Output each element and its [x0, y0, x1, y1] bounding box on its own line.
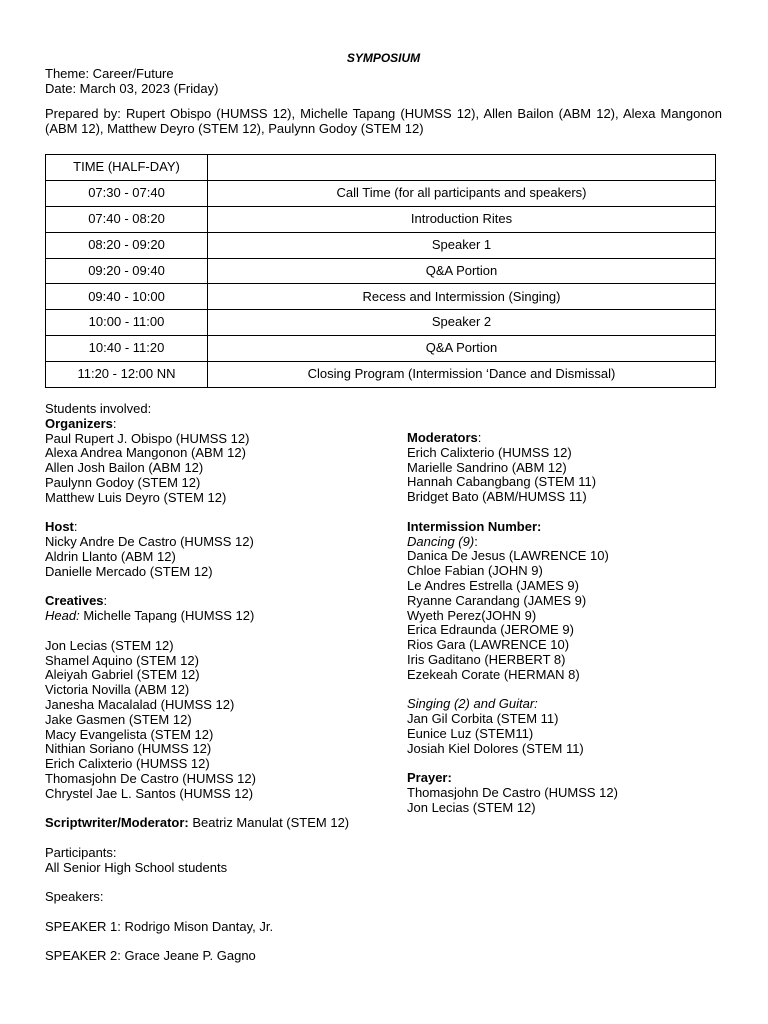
creatives-head-name: Michelle Tapang (HUMSS 12) — [79, 608, 255, 624]
name-item: Eunice Luz (STEM11) — [407, 725, 534, 741]
name-item: Le Andres Estrella (JAMES 9) — [407, 577, 579, 593]
name-item: Bridget Bato (ABM/HUMSS 11) — [407, 489, 587, 505]
singing-label: Singing (2) and Guitar: — [407, 696, 538, 712]
schedule-time: 09:40 - 10:00 — [46, 284, 208, 310]
dancing-list — [407, 549, 727, 682]
students-involved-label: Students involved: — [45, 401, 152, 416]
name-item: Erica Edraunda (JEROME 9) — [407, 622, 574, 638]
schedule-header-row — [46, 155, 716, 181]
schedule-table — [45, 154, 716, 388]
schedule-time: 09:20 - 09:40 — [46, 258, 208, 284]
schedule-row — [46, 336, 716, 362]
name-item: Thomasjohn De Castro (HUMSS 12) — [407, 785, 618, 801]
name-item: Jake Gasmen (STEM 12) — [45, 711, 192, 727]
creatives-list — [45, 639, 365, 802]
intermission-heading: Intermission Number: — [407, 518, 542, 534]
name-item: Ezekeah Corate (HERMAN 8) — [407, 666, 580, 682]
name-item: Janesha Macalalad (HUMSS 12) — [45, 696, 235, 712]
document-header — [45, 51, 722, 137]
name-item: Erich Calixterio (HUMSS 12) — [407, 444, 572, 460]
name-item: Josiah Kiel Dolores (STEM 11) — [407, 740, 584, 756]
participants-value: All Senior High School students — [45, 859, 228, 875]
prayer-list — [407, 786, 727, 816]
name-item: Nicky Andre De Castro (HUMSS 12) — [45, 534, 254, 550]
organizers-list — [45, 432, 365, 506]
schedule-time: 07:40 - 08:20 — [46, 206, 208, 232]
moderators-list — [407, 446, 727, 505]
name-item: Iris Gaditano (HERBERT 8) — [407, 651, 566, 667]
right-column: Moderators: Erich Calixterio (HUMSS 12) Marielle Sandrino (ABM 12) Hannah Cabangbang (STEM 11) Bridget Bato (ABM/HUMSS 11) Intermission Number: Dancing (9): Danica De Jesus (LAWRENCE 10) Chloe Fabian (JOHN 9) Le Andres Estrella (JAMES 9) Ryanne Carandang (JAMES 9) Wyeth Perez(JOHN 9) Erica Edraunda (JEROME 9) Rios Gara (LAWRENCE 10) Iris Gaditano (HERBERT 8) Ezekeah Corate (HERMAN 8) Singing (2) and Guitar: Jan Gil Corbita (STEM 11) Eunice Luz (STEM11) Josiah Kiel Dolores (STEM 11) Prayer: Thomasjohn De Castro (HUMSS 12) Jon Lecias (STEM 12) — [407, 431, 727, 816]
schedule-activity: Recess and Intermission (Singing) — [208, 284, 716, 310]
participants-label: Participants: — [45, 844, 117, 860]
schedule-time: 08:20 - 09:20 — [46, 232, 208, 258]
name-item: Hannah Cabangbang (STEM 11) — [407, 474, 597, 490]
name-item: Aldrin Llanto (ABM 12) — [45, 548, 176, 564]
creatives-heading: Creatives — [45, 593, 104, 609]
creatives-head-label: Head: — [45, 608, 80, 624]
moderators-heading: Moderators — [407, 430, 478, 445]
singing-list — [407, 712, 727, 756]
name-item: Danielle Mercado (STEM 12) — [45, 563, 213, 579]
time-header: TIME (HALF-DAY) — [46, 155, 208, 181]
dancing-label: Dancing (9) — [407, 533, 475, 549]
scriptwriter-line — [45, 816, 361, 831]
name-item: Marielle Sandrino (ABM 12) — [407, 459, 567, 475]
name-item: Chloe Fabian (JOHN 9) — [407, 563, 543, 579]
schedule-row — [46, 284, 716, 310]
prepared-by: Prepared by: Rupert Obispo (HUMSS 12), Michelle Tapang (HUMSS 12), Allen Bailon (ABM 12), Alexa Mangonon (ABM 12), Matthew Deyro (STEM 12), Paulynn Godoy (STEM 12) — [45, 106, 722, 137]
name-item: Jon Lecias (STEM 12) — [45, 637, 174, 653]
schedule-row — [46, 206, 716, 232]
schedule-time: 10:00 - 11:00 — [46, 310, 208, 336]
date-line: Date: March 03, 2023 (Friday) — [45, 80, 219, 96]
schedule-row — [46, 310, 716, 336]
left-column: Students involved: Organizers: Paul Rupert J. Obispo (HUMSS 12) Alexa Andrea Mangonon (ABM 12) Allen Josh Bailon (ABM 12) Paulynn Godoy (STEM 12) Matthew Luis Deyro (STEM 12) Host: Nicky Andre De Castro (HUMSS 12) Aldrin Llanto (ABM 12) Danielle Mercado (STEM 12) Creatives: Head: Michelle Tapang (HUMSS 12) Jon Lecias (STEM 12) Shamel Aquino (STEM 12) Aleiyah Gabriel (STEM 12) Victoria Novilla (ABM 12) Janesha Macalalad (HUMSS 12) Jake Gasmen (STEM 12) Macy Evangelista (STEM 12) Nithian Soriano (HUMSS 12) Erich Calixterio (HUMSS 12) Thomasjohn De Castro (HUMSS 12) Chrystel Jae L. Santos (HUMSS 12) Scriptwriter/Moderator: Beatriz Manulat (STEM 12) Participants: All Senior High School students Speakers: SPEAKER 1: Rodrigo Mison Dantay, Jr. SPEAKER 2: Grace Jeane P. Gagno — [45, 402, 365, 964]
name-item: Chrystel Jae L. Santos (HUMSS 12) — [45, 785, 254, 801]
organizers-heading: Organizers — [45, 415, 113, 431]
host-list — [45, 535, 365, 579]
host-heading: Host — [45, 519, 74, 535]
schedule-activity: Q&A Portion — [208, 258, 716, 284]
name-item: Ryanne Carandang (JAMES 9) — [407, 592, 587, 608]
name-item: Matthew Luis Deyro (STEM 12) — [45, 489, 227, 505]
name-item: Macy Evangelista (STEM 12) — [45, 726, 214, 742]
name-item: Allen Josh Bailon (ABM 12) — [45, 460, 204, 476]
schedule-time: 10:40 - 11:20 — [46, 336, 208, 362]
name-item: Shamel Aquino (STEM 12) — [45, 652, 199, 668]
name-item: Aleiyah Gabriel (STEM 12) — [45, 667, 200, 683]
document-title: SYMPOSIUM — [346, 51, 421, 65]
scriptwriter-label: Scriptwriter/Moderator: — [45, 815, 189, 831]
name-item: Jon Lecias (STEM 12) — [407, 799, 536, 815]
schedule-activity: Speaker 1 — [208, 232, 716, 258]
name-item: Jan Gil Corbita (STEM 11) — [407, 711, 559, 727]
activity-header — [208, 155, 716, 181]
prayer-heading: Prayer: — [407, 770, 452, 786]
schedule-activity: Q&A Portion — [208, 336, 716, 362]
name-item: Nithian Soriano (HUMSS 12) — [45, 741, 212, 757]
scriptwriter-name: Beatriz Manulat (STEM 12) — [188, 815, 350, 831]
name-item: Paul Rupert J. Obispo (HUMSS 12) — [45, 430, 250, 446]
schedule-time: 11:20 - 12:00 NN — [46, 362, 208, 388]
name-item: Paulynn Godoy (STEM 12) — [45, 474, 201, 490]
theme-line: Theme: Career/Future — [45, 65, 174, 81]
name-item: Victoria Novilla (ABM 12) — [45, 682, 190, 698]
schedule-row — [46, 180, 716, 206]
schedule-row — [46, 258, 716, 284]
name-item: Erich Calixterio (HUMSS 12) — [45, 756, 210, 772]
name-item: Wyeth Perez(JOHN 9) — [407, 607, 537, 623]
schedule-row — [46, 232, 716, 258]
schedule-activity: Call Time (for all participants and speakers) — [208, 180, 716, 206]
name-item: Alexa Andrea Mangonon (ABM 12) — [45, 445, 246, 461]
speaker-2: SPEAKER 2: Grace Jeane P. Gagno — [45, 948, 256, 964]
schedule-activity: Introduction Rites — [208, 206, 716, 232]
speakers-label: Speakers: — [45, 889, 104, 905]
schedule-time: 07:30 - 07:40 — [46, 180, 208, 206]
schedule-activity: Closing Program (Intermission ‘Dance and Dismissal) — [208, 362, 716, 388]
schedule-activity: Speaker 2 — [208, 310, 716, 336]
name-item: Thomasjohn De Castro (HUMSS 12) — [45, 770, 256, 786]
name-item: Rios Gara (LAWRENCE 10) — [407, 637, 570, 653]
speaker-1: SPEAKER 1: Rodrigo Mison Dantay, Jr. — [45, 918, 274, 934]
schedule-row — [46, 362, 716, 388]
name-item: Danica De Jesus (LAWRENCE 10) — [407, 548, 609, 564]
